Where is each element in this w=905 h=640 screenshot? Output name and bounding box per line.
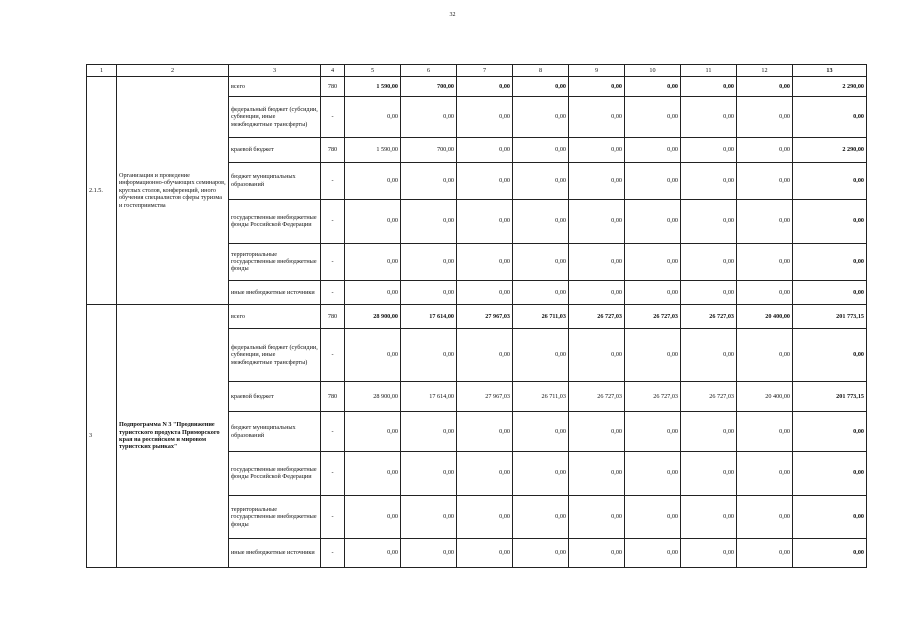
year-value: 0,00	[401, 96, 457, 138]
header-cell: 2	[117, 65, 229, 77]
year-value: 0,00	[737, 539, 793, 568]
year-value: 0,00	[457, 77, 513, 97]
year-value: 20 400,00	[737, 381, 793, 412]
year-value: 26 727,03	[625, 304, 681, 328]
header-cell: 3	[229, 65, 321, 77]
year-value: 0,00	[737, 495, 793, 539]
ministry-code: -	[321, 162, 345, 199]
ministry-code: 780	[321, 138, 345, 162]
page-number: 32	[449, 12, 456, 18]
year-value: 0,00	[401, 451, 457, 495]
year-value: 1 590,00	[345, 138, 401, 162]
year-value: 1 590,00	[345, 77, 401, 97]
funding-source: бюджет муниципальных образований	[229, 162, 321, 199]
year-value: 27 967,03	[457, 381, 513, 412]
year-value: 0,00	[569, 96, 625, 138]
year-value: 0,00	[345, 495, 401, 539]
table-row	[87, 304, 867, 328]
header-cell: 10	[625, 65, 681, 77]
ministry-code: -	[321, 539, 345, 568]
ministry-code: -	[321, 243, 345, 280]
ministry-code: -	[321, 451, 345, 495]
year-value: 0,00	[401, 162, 457, 199]
year-value: 0,00	[737, 199, 793, 243]
year-value: 700,00	[401, 77, 457, 97]
year-value: 26 711,03	[513, 304, 569, 328]
total-value: 0,00	[793, 199, 867, 243]
year-value: 0,00	[681, 243, 737, 280]
year-value: 0,00	[513, 539, 569, 568]
year-value: 0,00	[513, 451, 569, 495]
year-value: 0,00	[401, 243, 457, 280]
year-value: 0,00	[681, 539, 737, 568]
year-value: 0,00	[457, 199, 513, 243]
year-value: 17 614,00	[401, 304, 457, 328]
year-value: 0,00	[513, 243, 569, 280]
funding-source: территориальные государственные внебюджетные фонды	[229, 243, 321, 280]
year-value: 0,00	[625, 138, 681, 162]
year-value: 0,00	[345, 162, 401, 199]
year-value: 0,00	[457, 495, 513, 539]
funding-source: краевой бюджет	[229, 138, 321, 162]
funding-source: государственные внебюджетные фонды Российской Федерации	[229, 199, 321, 243]
year-value: 0,00	[737, 280, 793, 304]
item-code: 3	[87, 304, 117, 567]
total-value: 0,00	[793, 162, 867, 199]
year-value: 0,00	[513, 199, 569, 243]
year-value: 0,00	[625, 495, 681, 539]
year-value: 0,00	[681, 199, 737, 243]
year-value: 0,00	[457, 539, 513, 568]
year-value: 0,00	[401, 329, 457, 382]
year-value: 0,00	[625, 329, 681, 382]
year-value: 0,00	[457, 329, 513, 382]
item-code: 2.1.5.	[87, 77, 117, 305]
year-value: 0,00	[457, 243, 513, 280]
year-value: 700,00	[401, 138, 457, 162]
year-value: 0,00	[457, 412, 513, 451]
year-value: 0,00	[625, 96, 681, 138]
year-value: 0,00	[569, 412, 625, 451]
year-value: 0,00	[569, 451, 625, 495]
header-cell: 1	[87, 65, 117, 77]
year-value: 0,00	[513, 412, 569, 451]
year-value: 0,00	[401, 412, 457, 451]
year-value: 0,00	[569, 329, 625, 382]
total-value: 201 773,15	[793, 304, 867, 328]
year-value: 20 400,00	[737, 304, 793, 328]
header-row	[87, 65, 867, 77]
year-value: 0,00	[737, 329, 793, 382]
header-cell: 12	[737, 65, 793, 77]
ministry-code: -	[321, 199, 345, 243]
funding-source: федеральный бюджет (субсидии, субвенции, иные межбюджетные трансферты)	[229, 96, 321, 138]
header-cell: 7	[457, 65, 513, 77]
ministry-code: 780	[321, 381, 345, 412]
year-value: 0,00	[513, 495, 569, 539]
funding-source: иные внебюджетные источники	[229, 539, 321, 568]
year-value: 0,00	[569, 77, 625, 97]
funding-source: краевой бюджет	[229, 381, 321, 412]
funding-source: всего	[229, 77, 321, 97]
year-value: 0,00	[681, 412, 737, 451]
year-value: 0,00	[513, 329, 569, 382]
total-value: 201 773,15	[793, 381, 867, 412]
year-value: 27 967,03	[457, 304, 513, 328]
year-value: 28 900,00	[345, 304, 401, 328]
year-value: 0,00	[737, 412, 793, 451]
ministry-code: -	[321, 96, 345, 138]
year-value: 0,00	[345, 280, 401, 304]
year-value: 0,00	[625, 451, 681, 495]
year-value: 0,00	[569, 495, 625, 539]
year-value: 0,00	[569, 138, 625, 162]
year-value: 26 727,03	[569, 304, 625, 328]
year-value: 0,00	[345, 96, 401, 138]
year-value: 0,00	[569, 280, 625, 304]
funding-source: всего	[229, 304, 321, 328]
total-value: 0,00	[793, 412, 867, 451]
total-value: 2 290,00	[793, 138, 867, 162]
year-value: 17 614,00	[401, 381, 457, 412]
year-value: 0,00	[345, 243, 401, 280]
total-value: 2 290,00	[793, 77, 867, 97]
year-value: 0,00	[737, 243, 793, 280]
year-value: 0,00	[625, 539, 681, 568]
year-value: 0,00	[737, 451, 793, 495]
year-value: 0,00	[569, 162, 625, 199]
year-value: 0,00	[457, 96, 513, 138]
ministry-code: -	[321, 280, 345, 304]
funding-source: федеральный бюджет (субсидии, субвенции, иные межбюджетные трансферты)	[229, 329, 321, 382]
year-value: 0,00	[345, 451, 401, 495]
year-value: 0,00	[625, 243, 681, 280]
year-value: 26 727,03	[569, 381, 625, 412]
total-value: 0,00	[793, 495, 867, 539]
year-value: 0,00	[569, 199, 625, 243]
year-value: 0,00	[513, 138, 569, 162]
table-row	[87, 77, 867, 97]
year-value: 0,00	[737, 96, 793, 138]
year-value: 0,00	[345, 329, 401, 382]
year-value: 0,00	[625, 412, 681, 451]
year-value: 0,00	[345, 412, 401, 451]
year-value: 0,00	[681, 162, 737, 199]
year-value: 0,00	[401, 199, 457, 243]
year-value: 26 727,03	[625, 381, 681, 412]
year-value: 26 727,03	[681, 304, 737, 328]
year-value: 0,00	[737, 162, 793, 199]
funding-source: государственные внебюджетные фонды Российской Федерации	[229, 451, 321, 495]
header-cell: 8	[513, 65, 569, 77]
item-name: Организация и проведение информационно-обучающих семинаров, круглых столов, конференций, иного обучения специалистов сферы туризма и гостеприимства	[117, 77, 229, 305]
year-value: 0,00	[681, 451, 737, 495]
header-cell: 4	[321, 65, 345, 77]
year-value: 0,00	[625, 77, 681, 97]
year-value: 0,00	[681, 495, 737, 539]
year-value: 0,00	[625, 199, 681, 243]
year-value: 0,00	[513, 96, 569, 138]
year-value: 0,00	[681, 96, 737, 138]
budget-table	[86, 64, 867, 568]
year-value: 0,00	[625, 162, 681, 199]
year-value: 28 900,00	[345, 381, 401, 412]
total-value: 0,00	[793, 451, 867, 495]
year-value: 0,00	[681, 77, 737, 97]
header-cell: 5	[345, 65, 401, 77]
year-value: 26 727,03	[681, 381, 737, 412]
year-value: 0,00	[513, 280, 569, 304]
year-value: 0,00	[681, 280, 737, 304]
header-cell: 9	[569, 65, 625, 77]
ministry-code: -	[321, 412, 345, 451]
item-name: Подпрограмма N 3 "Продвижение туристского продукта Приморского края на российском и мировом туристских рынках"	[117, 304, 229, 567]
header-cell: 6	[401, 65, 457, 77]
year-value: 0,00	[457, 280, 513, 304]
total-value: 0,00	[793, 96, 867, 138]
year-value: 0,00	[569, 243, 625, 280]
ministry-code: 780	[321, 77, 345, 97]
total-value: 0,00	[793, 243, 867, 280]
ministry-code: -	[321, 495, 345, 539]
year-value: 0,00	[345, 539, 401, 568]
funding-source: иные внебюджетные источники	[229, 280, 321, 304]
year-value: 0,00	[737, 77, 793, 97]
year-value: 0,00	[681, 138, 737, 162]
total-value: 0,00	[793, 280, 867, 304]
year-value: 0,00	[513, 162, 569, 199]
funding-source: территориальные государственные внебюджетные фонды	[229, 495, 321, 539]
year-value: 0,00	[457, 162, 513, 199]
year-value: 0,00	[457, 451, 513, 495]
ministry-code: -	[321, 329, 345, 382]
year-value: 0,00	[737, 138, 793, 162]
header-cell: 13	[793, 65, 867, 77]
year-value: 26 711,03	[513, 381, 569, 412]
year-value: 0,00	[625, 280, 681, 304]
year-value: 0,00	[681, 329, 737, 382]
year-value: 0,00	[457, 138, 513, 162]
ministry-code: 780	[321, 304, 345, 328]
total-value: 0,00	[793, 329, 867, 382]
total-value: 0,00	[793, 539, 867, 568]
year-value: 0,00	[401, 495, 457, 539]
year-value: 0,00	[513, 77, 569, 97]
year-value: 0,00	[401, 280, 457, 304]
year-value: 0,00	[569, 539, 625, 568]
header-cell: 11	[681, 65, 737, 77]
funding-source: бюджет муниципальных образований	[229, 412, 321, 451]
year-value: 0,00	[401, 539, 457, 568]
year-value: 0,00	[345, 199, 401, 243]
